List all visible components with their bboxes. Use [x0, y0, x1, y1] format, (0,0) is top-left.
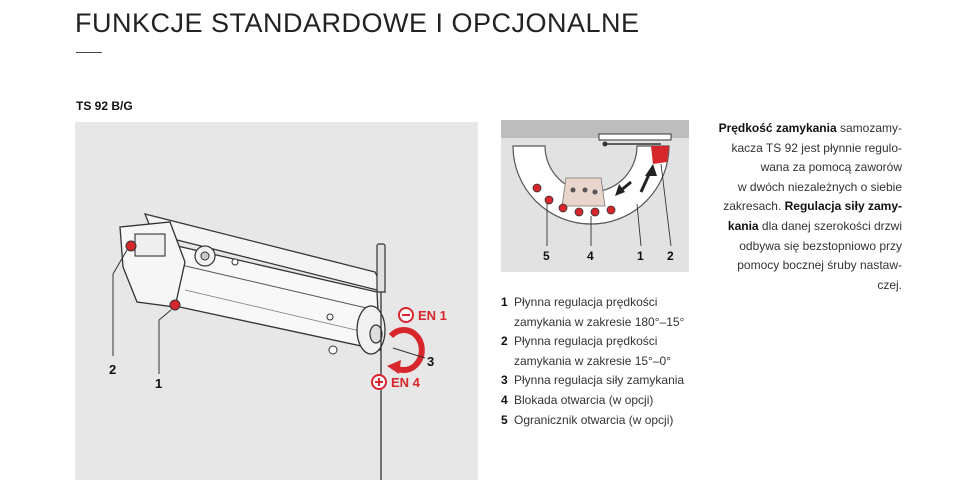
legend-item — [501, 332, 701, 371]
description-text: dla danej szerokości drzwi — [758, 218, 902, 233]
legend-number: 2 — [501, 334, 508, 349]
legend-number: 3 — [501, 373, 508, 388]
closing-arc-svg — [501, 120, 689, 272]
description-text: w dwóch niezależnych o siebie — [737, 179, 902, 194]
description-line — [712, 237, 902, 257]
door-closer-illustration — [75, 122, 478, 480]
legend-text: Ogranicznik otwarcia (w opcji) — [514, 412, 674, 427]
legend-item — [501, 411, 701, 431]
legend-item — [501, 371, 701, 391]
callout-3: 3 — [427, 354, 435, 369]
description-text: kacza TS 92 jest płynnie regulo- — [731, 140, 902, 155]
diagram-label-5: 5 — [543, 249, 550, 263]
legend-item — [501, 293, 701, 332]
diagram-label-4: 4 — [587, 249, 594, 263]
description-text: czej. — [877, 277, 902, 292]
model-label: TS 92 B/G — [76, 99, 133, 113]
legend-text: Płynna regulacja prędkości zamykania w zakresie 15°–0° — [514, 334, 672, 368]
legend-text: Blokada otwarcia (w opcji) — [514, 392, 654, 407]
description-line — [712, 276, 902, 296]
description-text: wana za pomocą zaworów — [760, 160, 902, 175]
legend-text: Płynna regulacja prędkości zamykania w zakresie 180°–15° — [514, 295, 685, 329]
legend-text: Płynna regulacja siły zamykania — [514, 373, 685, 388]
legend-number: 1 — [501, 295, 508, 309]
legend-number: 4 — [501, 392, 508, 407]
feature-legend — [501, 293, 701, 430]
description-text: odbywa się bezstopniowo przy — [739, 238, 902, 253]
description-line — [712, 197, 902, 217]
description-bold: kania — [727, 218, 759, 233]
description-bold: Regulacja siły zamy- — [784, 199, 902, 214]
diagram-label-1: 1 — [637, 249, 644, 263]
en4-label: EN 4 — [391, 375, 420, 390]
description-text: samozamy- — [836, 121, 902, 135]
diagram-label-2: 2 — [667, 249, 674, 263]
closing-range-diagram — [501, 120, 689, 272]
title-underline — [76, 52, 102, 53]
description-line — [712, 217, 902, 237]
en1-label: EN 1 — [418, 308, 447, 323]
description-line — [712, 178, 902, 198]
description-bold: Prędkość zamykania — [718, 121, 837, 135]
description-line — [712, 256, 902, 276]
page-title: FUNKCJE STANDARDOWE I OPCJONALNE — [75, 8, 640, 38]
description-line — [712, 119, 902, 139]
callout-1: 1 — [155, 376, 163, 391]
callout-2: 2 — [109, 362, 117, 377]
legend-number: 5 — [501, 412, 508, 427]
description-line — [712, 158, 902, 178]
legend-item — [501, 391, 701, 411]
description-line — [712, 139, 902, 159]
feature-description — [712, 119, 902, 295]
description-text: zakresach. — [723, 199, 785, 214]
product-illustration-panel — [75, 122, 478, 480]
description-text: pomocy bocznej śruby nastaw- — [737, 258, 902, 273]
